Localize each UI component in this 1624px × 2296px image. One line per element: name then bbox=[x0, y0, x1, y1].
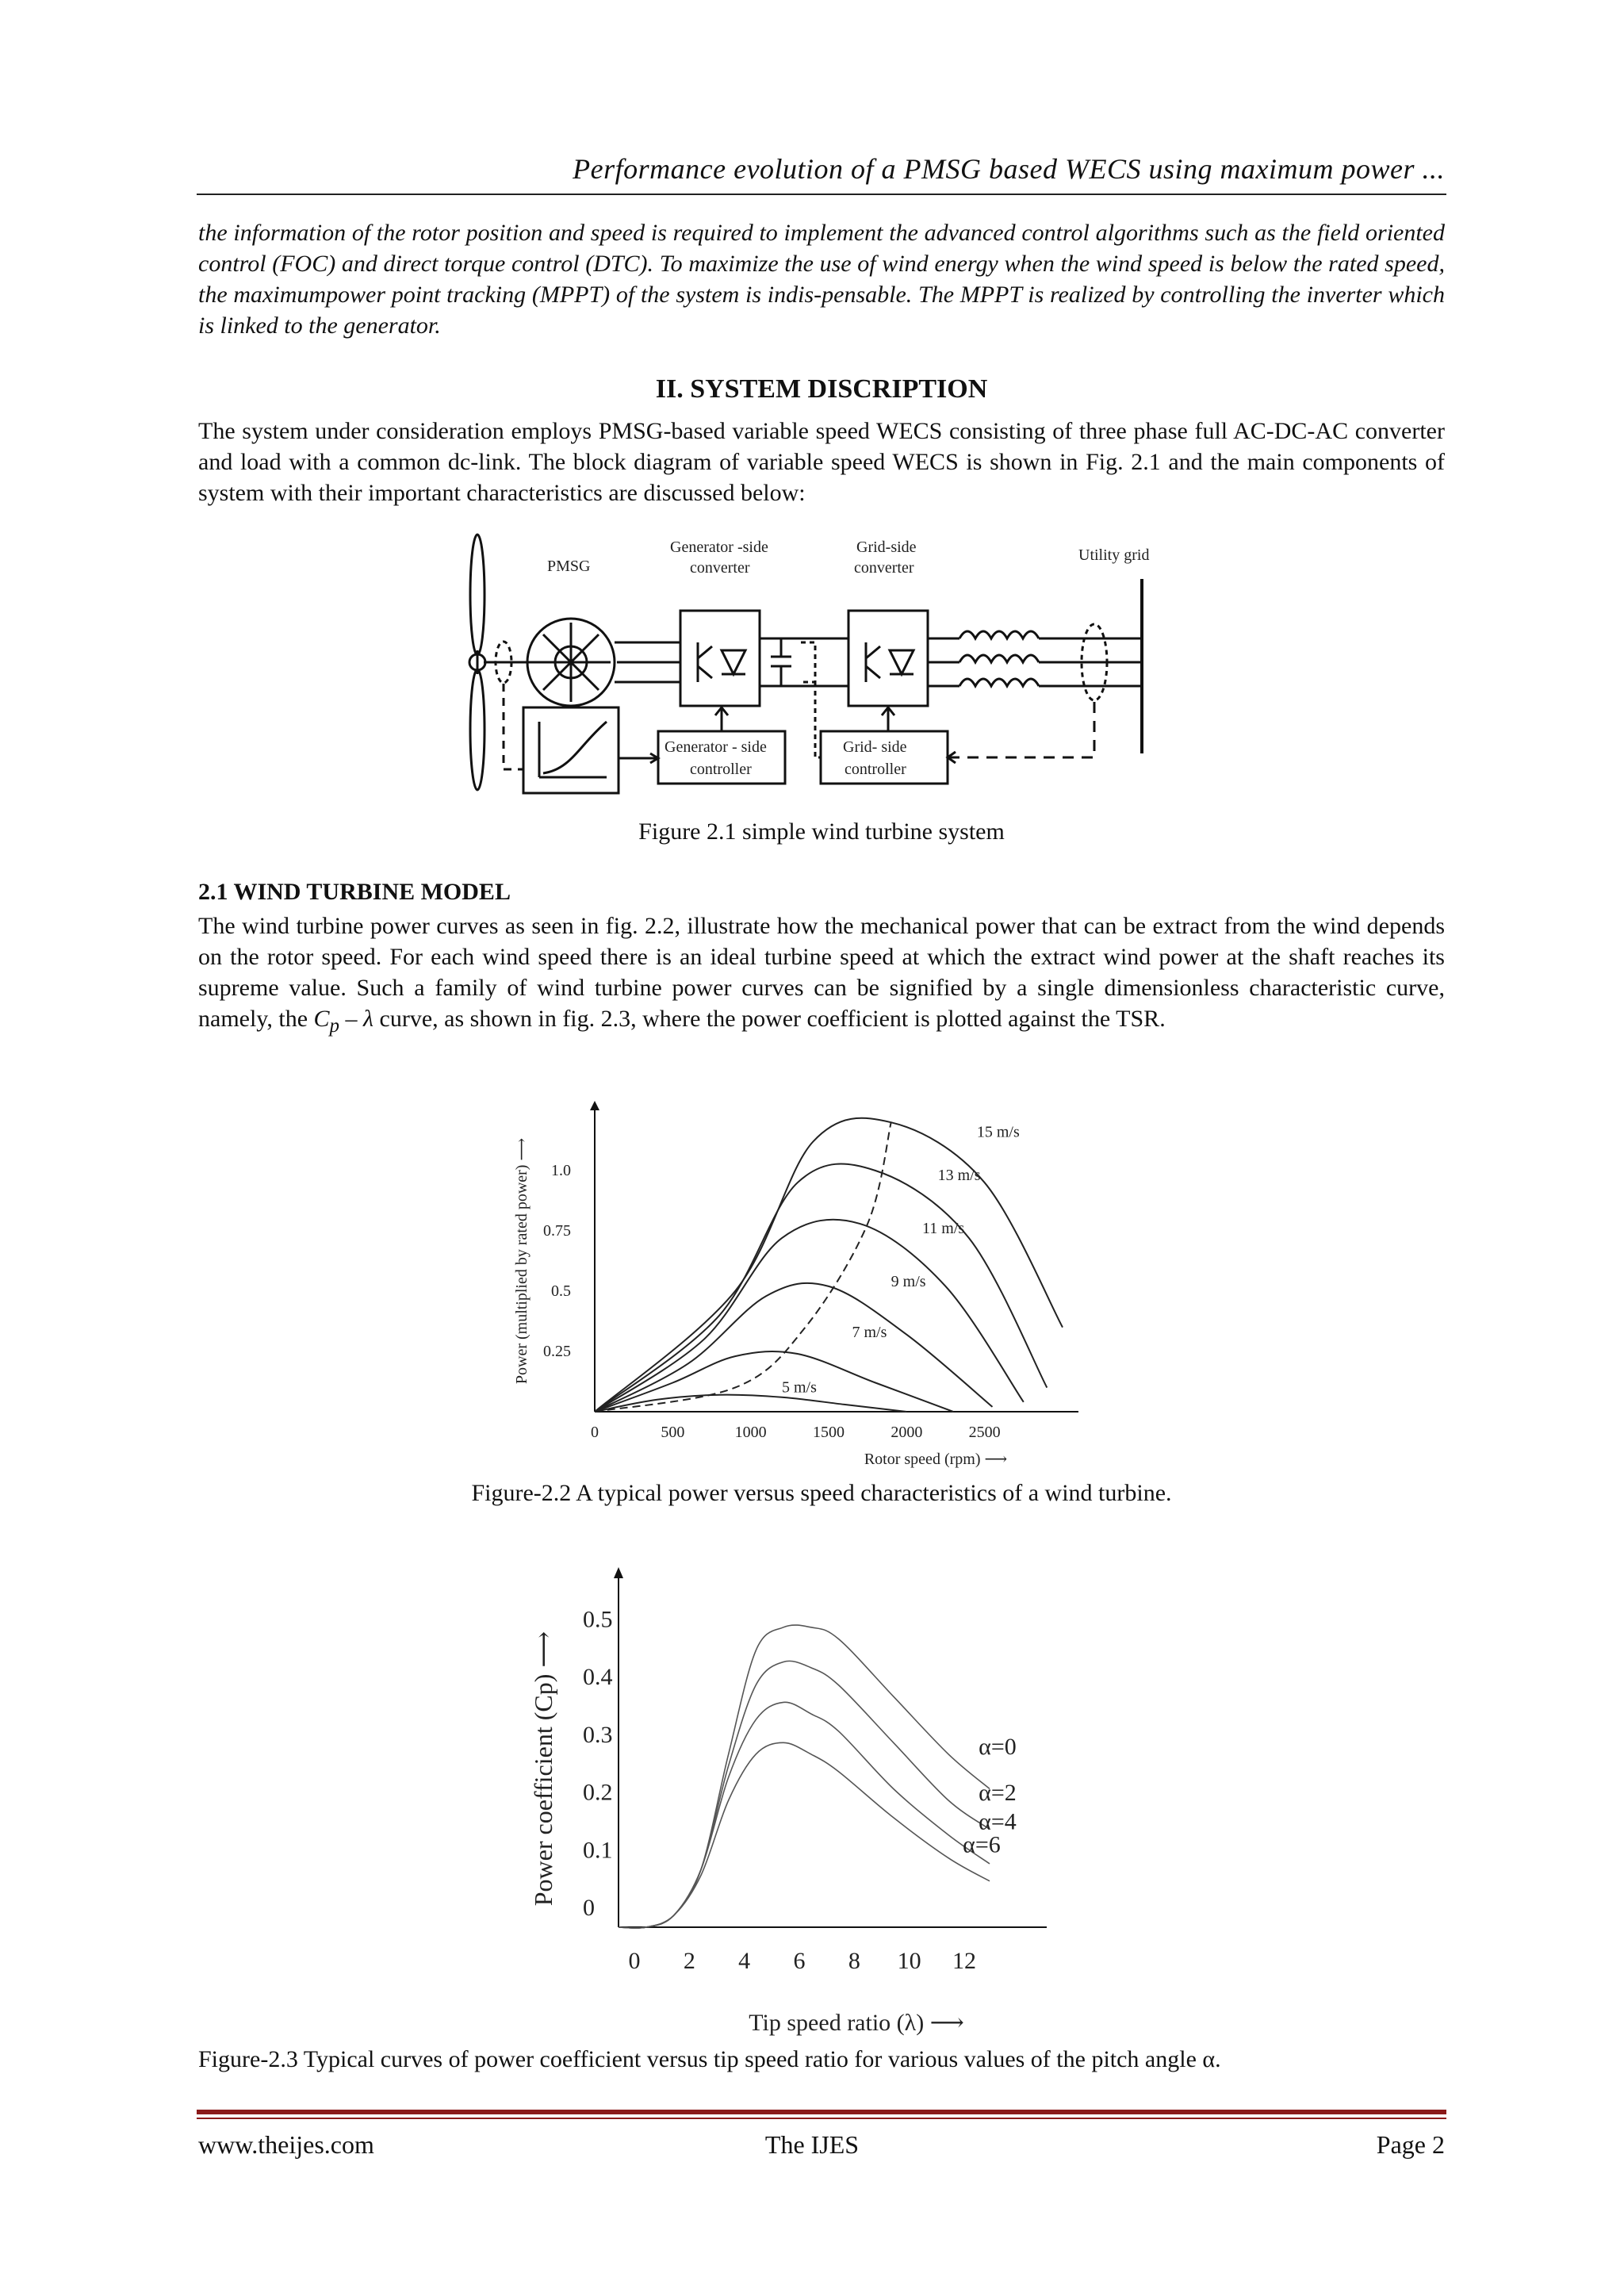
x-axis-label: Tip speed ratio (λ) ⟶ bbox=[749, 2010, 964, 2036]
series-label: α=2 bbox=[979, 1780, 1017, 1806]
footer-rule bbox=[197, 2110, 1446, 2114]
label-gen-conv-2: converter bbox=[690, 559, 750, 577]
grid-converter-box bbox=[848, 611, 928, 706]
x-tick-label: 4 bbox=[738, 1948, 751, 1974]
y-axis-label: Power (multiplied by rated power) ⟶ bbox=[513, 1137, 530, 1385]
series-line bbox=[619, 1625, 990, 1928]
series-annotation: 15 m/s bbox=[976, 1123, 1020, 1141]
series-line bbox=[595, 1351, 953, 1412]
x-tick-label: 8 bbox=[848, 1948, 860, 1974]
x-tick-label: 0 bbox=[628, 1948, 641, 1974]
header-rule bbox=[197, 194, 1446, 195]
math-cp: C bbox=[313, 1006, 330, 1032]
footer-rule-thin bbox=[197, 2118, 1446, 2119]
label-grid-conv-1: Grid-side bbox=[856, 539, 917, 556]
x-tick-label: 6 bbox=[793, 1948, 806, 1974]
series-annotation: 11 m/s bbox=[922, 1220, 965, 1238]
intro-paragraph: the information of the rotor position and speed is required to implement the advanced control algorithms such as the field oriented control (FOC) and direct torque control (DTC). To maximize the use of wind energy when the wind speed is below the rated speed, the maximumpower point tracking (MPPT) of the system is indis-pensable. The MPPT is realized by controlling the inverter which is linked to the generator. bbox=[198, 220, 1445, 339]
x-tick-label: 12 bbox=[952, 1948, 976, 1974]
math-lambda: – λ bbox=[339, 1006, 374, 1032]
y-tick-label: 0.1 bbox=[583, 1837, 613, 1864]
generator-converter-box bbox=[680, 611, 760, 706]
x-tick-label: 10 bbox=[897, 1948, 921, 1974]
series-annotation: 7 m/s bbox=[852, 1323, 887, 1341]
section-paragraph: The system under consideration employs PMSG-based variable speed WECS consisting of three phase full AC-DC-AC converter and load with a common dc-link. The block diagram of variable speed WECS is shown in Fig. 2.1 and the main components of system with their important characteristics are discussed below: bbox=[198, 418, 1445, 506]
x-tick-label: 2500 bbox=[968, 1424, 1001, 1441]
figure-2-1-diagram bbox=[460, 531, 1174, 809]
label-pmsg: PMSG bbox=[547, 558, 591, 575]
series-line bbox=[619, 1742, 990, 1928]
subsection-heading: 2.1 WIND TURBINE MODEL bbox=[198, 879, 511, 905]
series-annotation: 9 m/s bbox=[891, 1272, 926, 1290]
y-tick-label: 0 bbox=[583, 1895, 595, 1921]
turbine-blade-top bbox=[470, 535, 485, 655]
subsection-paragraph-a: The wind turbine power curves as seen in fig. 2.2, illustrate how the mechanical power that can be extract from the wind depends on the rotor speed. For each wind speed there is an ideal turbine speed at which the extract wind power at the shaft reaches its supreme value. Such a family of wind turbine power curves can be signified by a single dimensionless characteristic curve, namely, the bbox=[198, 913, 1445, 1032]
label-grid-conv-2: converter bbox=[854, 559, 914, 577]
subsection-paragraph-b: curve, as shown in fig. 2.3, where the power coefficient is plotted against the TSR. bbox=[373, 1006, 1166, 1032]
footer-page-number: Page 2 bbox=[1376, 2130, 1445, 2159]
running-title: Performance evolution of a PMSG based WECS using maximum power ... bbox=[573, 153, 1445, 185]
series-label: α=0 bbox=[979, 1733, 1017, 1760]
y-axis-label: Power coefficient (Cp) ⟶ bbox=[529, 1631, 557, 1907]
series-label: α=4 bbox=[979, 1808, 1017, 1835]
x-axis-label: Rotor speed (rpm) ⟶ bbox=[864, 1451, 1008, 1468]
mppt-curve-box bbox=[523, 707, 619, 793]
y-tick-label: 0.2 bbox=[583, 1779, 613, 1806]
turbine-blade-bottom bbox=[470, 669, 485, 790]
inductor-b bbox=[959, 655, 1039, 662]
y-tick-label: 0.4 bbox=[583, 1664, 613, 1691]
mpp-locus-line bbox=[595, 1122, 891, 1412]
x-tick-label: 2 bbox=[683, 1948, 695, 1974]
inductor-c bbox=[959, 679, 1039, 686]
x-tick-label: 2000 bbox=[891, 1424, 923, 1441]
y-axis-arrow-icon bbox=[590, 1101, 599, 1110]
label-utility-grid: Utility grid bbox=[1078, 546, 1150, 564]
label-grid-ctrl-1: Grid- side bbox=[843, 738, 907, 756]
series-line bbox=[595, 1118, 1063, 1412]
footer-website[interactable]: www.theijes.com bbox=[198, 2130, 374, 2159]
figure-2-2-caption: Figure-2.2 A typical power versus speed characteristics of a wind turbine. bbox=[471, 1480, 1172, 1506]
series-line bbox=[619, 1702, 990, 1928]
subsection-paragraph bbox=[198, 910, 1445, 1041]
x-tick-label: 500 bbox=[661, 1424, 685, 1441]
inductor-a bbox=[959, 631, 1039, 638]
series-label: α=6 bbox=[963, 1831, 1001, 1858]
figure-2-1-caption: Figure 2.1 simple wind turbine system bbox=[638, 818, 1005, 845]
math-cp-sub: p bbox=[329, 1015, 340, 1037]
y-tick-label: 0.25 bbox=[543, 1343, 571, 1360]
figure-2-3-caption: Figure-2.3 Typical curves of power coefficient versus tip speed ratio for various values of the pitch angle α. bbox=[198, 2046, 1221, 2072]
label-grid-ctrl-2: controller bbox=[845, 761, 906, 778]
series-line bbox=[619, 1661, 990, 1928]
label-gen-conv-1: Generator -side bbox=[670, 539, 768, 556]
series-line bbox=[595, 1395, 906, 1412]
figure-2-2-chart bbox=[508, 1094, 1094, 1475]
label-gen-ctrl-2: controller bbox=[690, 761, 752, 778]
footer-journal: The IJES bbox=[764, 2130, 860, 2159]
y-tick-label: 0.3 bbox=[583, 1721, 613, 1748]
section-heading: II. SYSTEM DISCRIPTION bbox=[655, 374, 988, 404]
y-tick-label: 0.75 bbox=[543, 1222, 571, 1240]
series-annotation: 5 m/s bbox=[782, 1378, 817, 1397]
x-tick-label: 0 bbox=[591, 1424, 599, 1441]
series-line bbox=[595, 1163, 1047, 1412]
x-tick-label: 1000 bbox=[734, 1424, 767, 1441]
figure-2-3-chart bbox=[523, 1562, 1078, 2038]
y-axis-arrow-icon bbox=[614, 1567, 623, 1578]
y-tick-label: 1.0 bbox=[551, 1162, 571, 1179]
series-annotation: 13 m/s bbox=[937, 1167, 981, 1185]
x-tick-label: 1500 bbox=[813, 1424, 845, 1441]
label-gen-ctrl-1: Generator - side bbox=[665, 738, 767, 756]
y-tick-label: 0.5 bbox=[551, 1282, 571, 1300]
y-tick-label: 0.5 bbox=[583, 1606, 613, 1633]
